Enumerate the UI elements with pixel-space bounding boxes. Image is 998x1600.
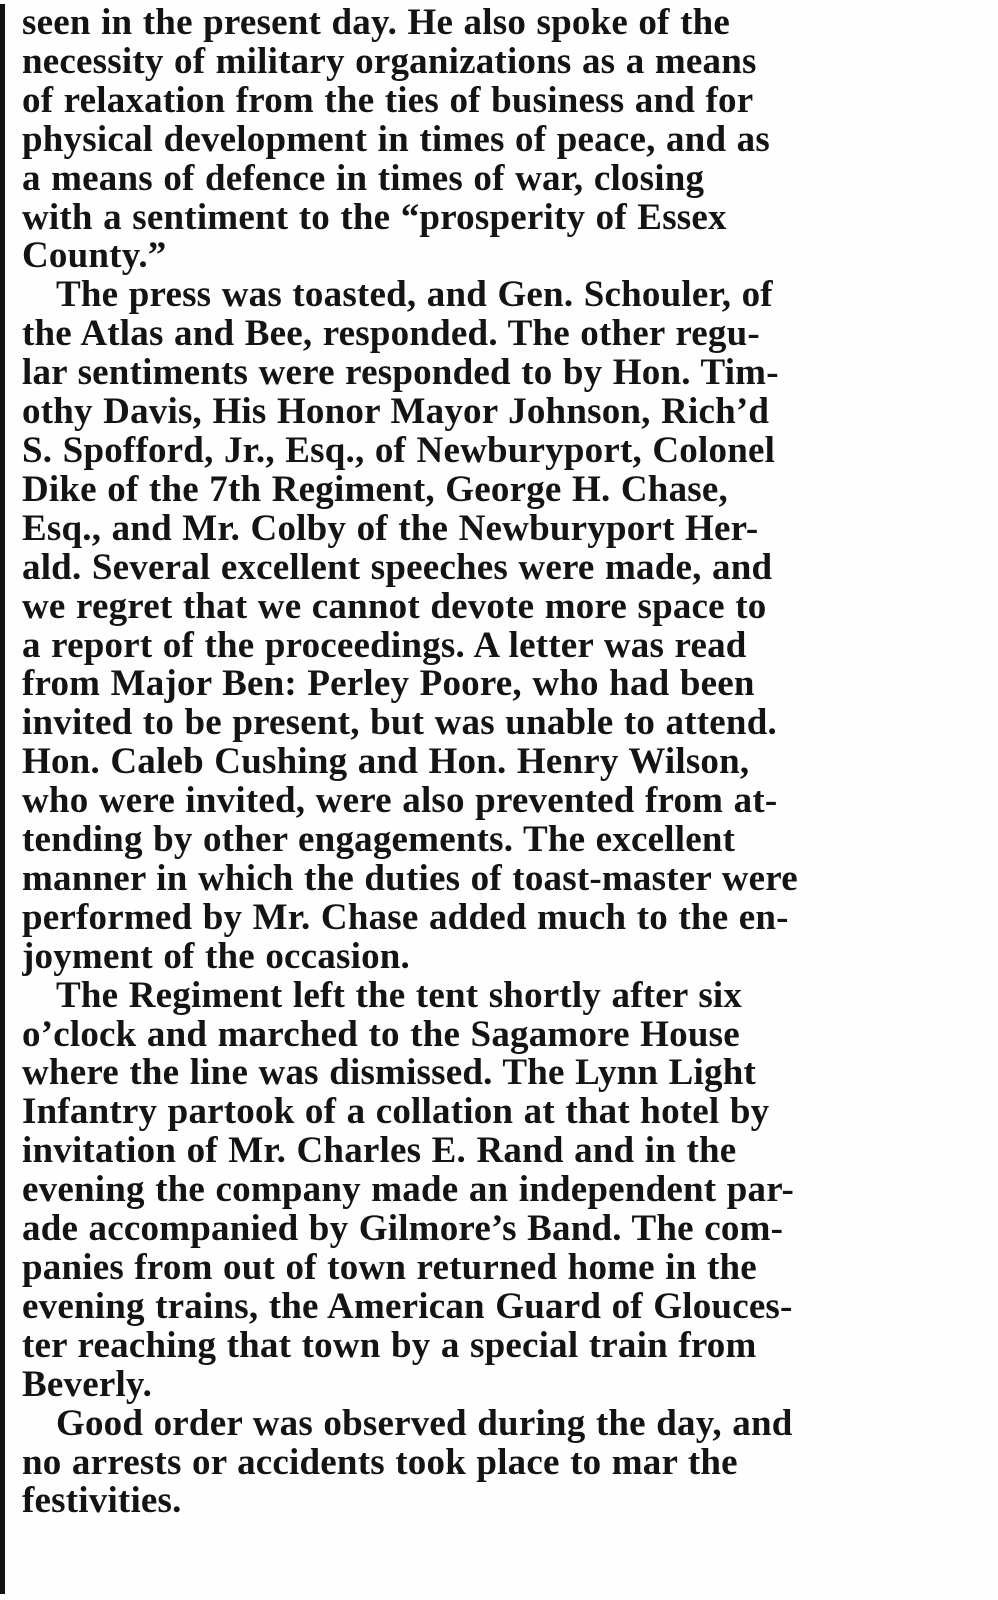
- paragraph-3: [22, 977, 967, 1405]
- paragraph-4: [22, 1405, 967, 1522]
- text-line: physical development in times of peace, and as: [22, 120, 770, 160]
- text-line: festivities.: [22, 1482, 182, 1522]
- text-line: from Major Ben: Perley Poore, who had been: [22, 665, 755, 705]
- paragraph-1: [22, 4, 967, 276]
- text-line: Dike of the 7th Regiment, George H. Chase,: [22, 470, 728, 510]
- text-line: County.”: [22, 237, 167, 277]
- text-line: of relaxation from the ties of business and for: [22, 81, 754, 121]
- text-line: who were invited, were also prevented from at-: [22, 782, 778, 822]
- text-line: Esq., and Mr. Colby of the Newburyport Her-: [22, 509, 759, 549]
- text-line: invited to be present, but was unable to attend.: [22, 704, 777, 744]
- text-line: The press was toasted, and Gen. Schouler, of: [56, 276, 773, 316]
- text-line: panies from out of town returned home in the: [22, 1249, 757, 1288]
- text-line: a report of the proceedings. A letter was read: [22, 626, 747, 666]
- text-line: ade accompanied by Gilmore’s Band. The com-: [22, 1210, 784, 1249]
- article-column: [22, 4, 967, 1521]
- text-line: Infantry partook of a collation at that hotel by: [22, 1093, 770, 1133]
- text-line: the Atlas and Bee, responded. The other regu-: [22, 315, 760, 355]
- text-line: S. Spofford, Jr., Esq., of Newburyport, Colonel: [22, 431, 776, 471]
- text-line: no arrests or accidents took place to mar the: [22, 1443, 738, 1483]
- paragraph-2: [22, 276, 967, 976]
- text-line: lar sentiments were responded to by Hon. Tim-: [22, 354, 779, 394]
- text-line: evening trains, the American Guard of Glouces-: [22, 1287, 793, 1327]
- text-line: ter reaching that town by a special train from: [22, 1326, 757, 1366]
- column-rule: [0, 4, 5, 1594]
- text-line: Hon. Caleb Cushing and Hon. Henry Wilson,: [22, 743, 750, 783]
- text-line: performed by Mr. Chase added much to the en-: [22, 898, 789, 938]
- text-line: The Regiment left the tent shortly after six: [56, 976, 743, 1016]
- text-line: joyment of the occasion.: [22, 937, 411, 977]
- text-line: necessity of military organizations as a means: [22, 42, 757, 82]
- text-line: ald. Several excellent speeches were made, and: [22, 548, 773, 588]
- text-line: we regret that we cannot devote more space to: [22, 587, 767, 627]
- text-line: evening the company made an independent par-: [22, 1171, 794, 1211]
- text-line: manner in which the duties of toast-master were: [22, 859, 798, 899]
- text-line: with a sentiment to the “prosperity of Essex: [22, 198, 727, 238]
- text-line: where the line was dismissed. The Lynn Light: [22, 1054, 757, 1094]
- text-line: Good order was observed during the day, and: [56, 1404, 793, 1444]
- text-line: o’clock and marched to the Sagamore House: [22, 1015, 740, 1055]
- text-line: Beverly.: [22, 1365, 153, 1405]
- text-line: invitation of Mr. Charles E. Rand and in the: [22, 1132, 737, 1172]
- text-line: seen in the present day. He also spoke of the: [22, 4, 731, 43]
- text-line: tending by other engagements. The excellent: [22, 821, 736, 860]
- text-line: a means of defence in times of war, closing: [22, 159, 705, 199]
- text-line: othy Davis, His Honor Mayor Johnson, Rich’d: [22, 393, 770, 432]
